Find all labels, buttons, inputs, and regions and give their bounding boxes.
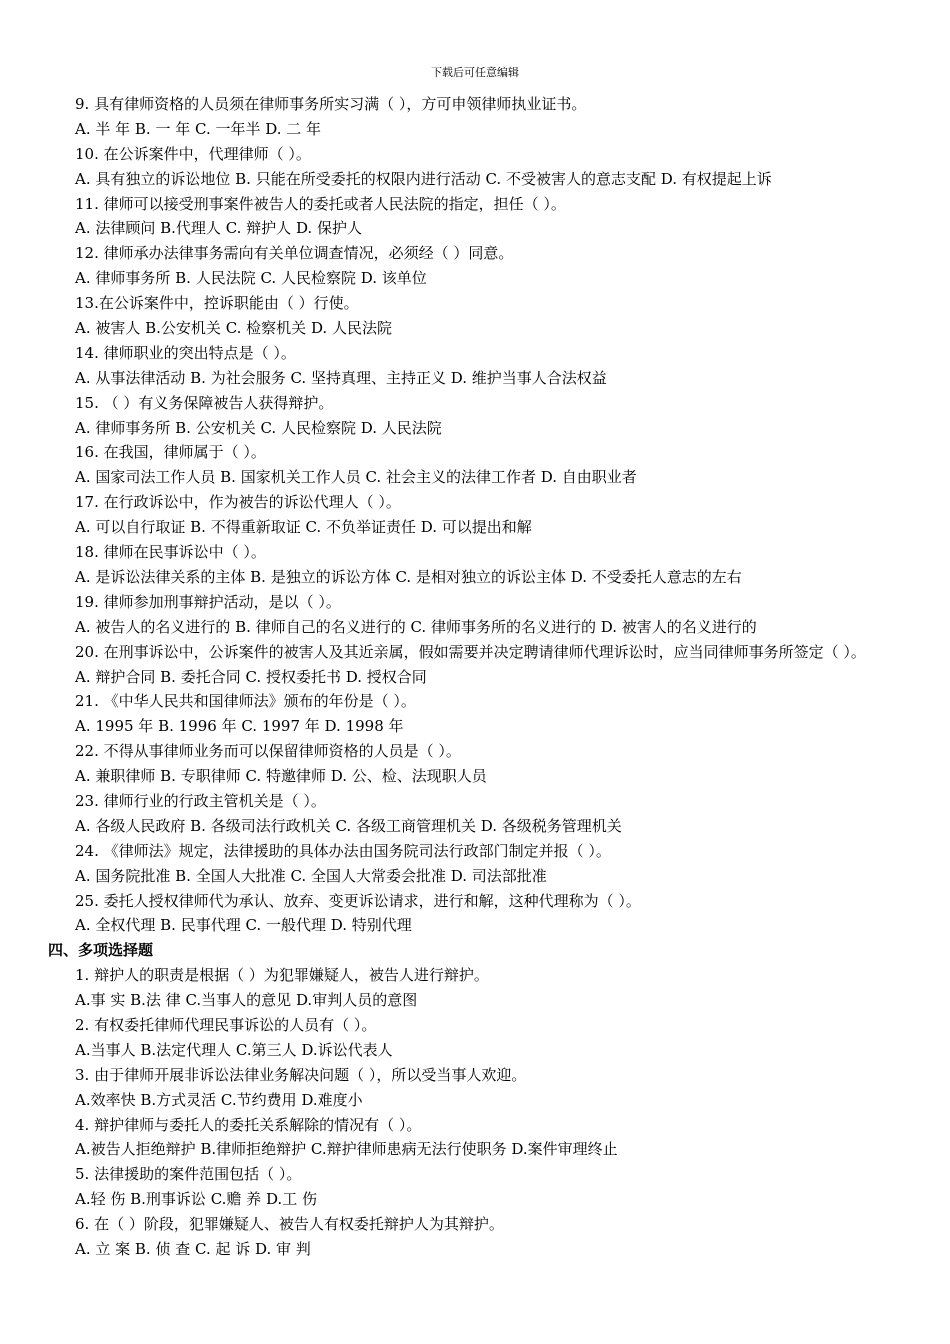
text-line: A. 全权代理 B. 民事代理 C. 一般代理 D. 特别代理 — [75, 916, 412, 935]
text-line: A.效率快 B.方式灵活 C.节约费用 D.难度小 — [75, 1090, 363, 1109]
text-line: A. 被害人 B.公安机关 C. 检察机关 D. 人民法院 — [75, 319, 392, 338]
text-line: 6. 在（ ）阶段，犯罪嫌疑人、被告人有权委托辩护人为其辩护。 — [75, 1215, 504, 1234]
document-body — [48, 92, 910, 1262]
text-line: 12. 律师承办法律事务需向有关单位调查情况，必须经（ ）同意。 — [75, 244, 514, 263]
text-line: A. 从事法律活动 B. 为社会服务 C. 坚持真理、主持正义 D. 维护当事人合法权益 — [75, 368, 607, 387]
text-line: 19. 律师参加刑事辩护活动，是以（ ）。 — [75, 592, 341, 611]
text-line: A. 可以自行取证 B. 不得重新取证 C. 不负举证责任 D. 可以提出和解 — [75, 518, 532, 537]
text-line: 15. （ ）有义务保障被告人获得辩护。 — [75, 393, 334, 412]
text-line: 13.在公诉案件中，控诉职能由（ ）行使。 — [75, 294, 359, 313]
text-line: A. 国务院批准 B. 全国人大批准 C. 全国人大常委会批准 D. 司法部批准 — [75, 866, 547, 885]
text-line: 18. 律师在民事诉讼中（ ）。 — [75, 543, 266, 562]
text-line: A. 各级人民政府 B. 各级司法行政机关 C. 各级工商管理机关 D. 各级税务管理机关 — [75, 816, 622, 835]
text-line: A. 是诉讼法律关系的主体 B. 是独立的诉讼方体 C. 是相对独立的诉讼主体 D. 不受委托人意志的左右 — [75, 567, 742, 586]
page-header: 下载后可任意编辑 — [431, 66, 519, 79]
text-line: A. 具有独立的诉讼地位 B. 只能在所受委托的权限内进行活动 C. 不受被害人的意志支配 D. 有权提起上诉 — [75, 169, 772, 188]
text-line: A.轻 伤 B.刑事诉讼 C.赡 养 D.工 伤 — [75, 1190, 317, 1209]
text-line: 20. 在刑事诉讼中，公诉案件的被害人及其近亲属，假如需要并决定聘请律师代理诉讼时，应当同律师事务所签定（ ）。 — [75, 642, 866, 661]
text-line: A. 半 年 B. 一 年 C. 一年半 D. 二 年 — [75, 119, 322, 138]
text-line: A.事 实 B.法 律 C.当事人的意见 D.审判人员的意图 — [75, 991, 418, 1010]
text-line: 11. 律师可以接受刑事案件被告人的委托或者人民法院的指定，担任（ ）。 — [75, 194, 566, 213]
text-line: 9. 具有律师资格的人员须在律师事务所实习满（ ），方可申领律师执业证书。 — [75, 95, 587, 113]
text-line: 10. 在公诉案件中，代理律师（ ）。 — [75, 144, 311, 163]
text-line: A. 国家司法工作人员 B. 国家机关工作人员 C. 社会主义的法律工作者 D. 自由职业者 — [75, 468, 637, 487]
text-line: A. 辩护合同 B. 委托合同 C. 授权委托书 D. 授权合同 — [75, 667, 427, 686]
text-line: 1. 辩护人的职责是根据（ ）为犯罪嫌疑人，被告人进行辩护。 — [75, 966, 489, 985]
text-line: A. 1995 年 B. 1996 年 C. 1997 年 D. 1998 年 — [75, 717, 404, 736]
text-line: A. 立 案 B. 侦 查 C. 起 诉 D. 审 判 — [75, 1239, 311, 1258]
text-line: A.被告人拒绝辩护 B.律师拒绝辩护 C.辩护律师患病无法行使职务 D.案件审理终止 — [75, 1140, 618, 1159]
text-line: A. 律师事务所 B. 公安机关 C. 人民检察院 D. 人民法院 — [75, 418, 442, 437]
text-line: 4. 辩护律师与委托人的委托关系解除的情况有（ ）。 — [75, 1115, 422, 1134]
text-line: 24. 《律师法》规定，法律援助的具体办法由国务院司法行政部门制定并报（ ）。 — [75, 841, 611, 860]
text-line: A. 兼职律师 B. 专职律师 C. 特邀律师 D. 公、检、法现职人员 — [75, 767, 487, 786]
text-line: A. 律师事务所 B. 人民法院 C. 人民检察院 D. 该单位 — [75, 269, 427, 288]
text-line: 14. 律师职业的突出特点是（ ）。 — [75, 343, 296, 362]
text-line: A.当事人 B.法定代理人 C.第三人 D.诉讼代表人 — [75, 1040, 393, 1059]
text-line: 5. 法律援助的案件范围包括（ ）。 — [75, 1165, 302, 1184]
text-line: 22. 不得从事律师业务而可以保留律师资格的人员是（ ）。 — [75, 742, 461, 761]
text-line: A. 法律顾问 B.代理人 C. 辩护人 D. 保护人 — [75, 219, 362, 238]
text-line: 3. 由于律师开展非诉讼法律业务解决问题（ ），所以受当事人欢迎。 — [75, 1065, 527, 1084]
text-line: 17. 在行政诉讼中，作为被告的诉讼代理人（ ）。 — [75, 493, 401, 512]
text-line: A. 被告人的名义进行的 B. 律师自己的名义进行的 C. 律师事务所的名义进行的 D. 被害人的名义进行的 — [75, 617, 757, 636]
section-heading: 四、多项选择题 — [48, 941, 154, 960]
text-line: 16. 在我国，律师属于（ ）。 — [75, 443, 266, 462]
text-line: 21. 《中华人民共和国律师法》颁布的年份是（ ）。 — [75, 692, 416, 711]
text-line: 25. 委托人授权律师代为承认、放弃、变更诉讼请求，进行和解，这种代理称为（ ）。 — [75, 891, 641, 910]
text-line: 23. 律师行业的行政主管机关是（ ）。 — [75, 791, 326, 810]
text-line: 2. 有权委托律师代理民事诉讼的人员有（ ）。 — [75, 1015, 377, 1034]
